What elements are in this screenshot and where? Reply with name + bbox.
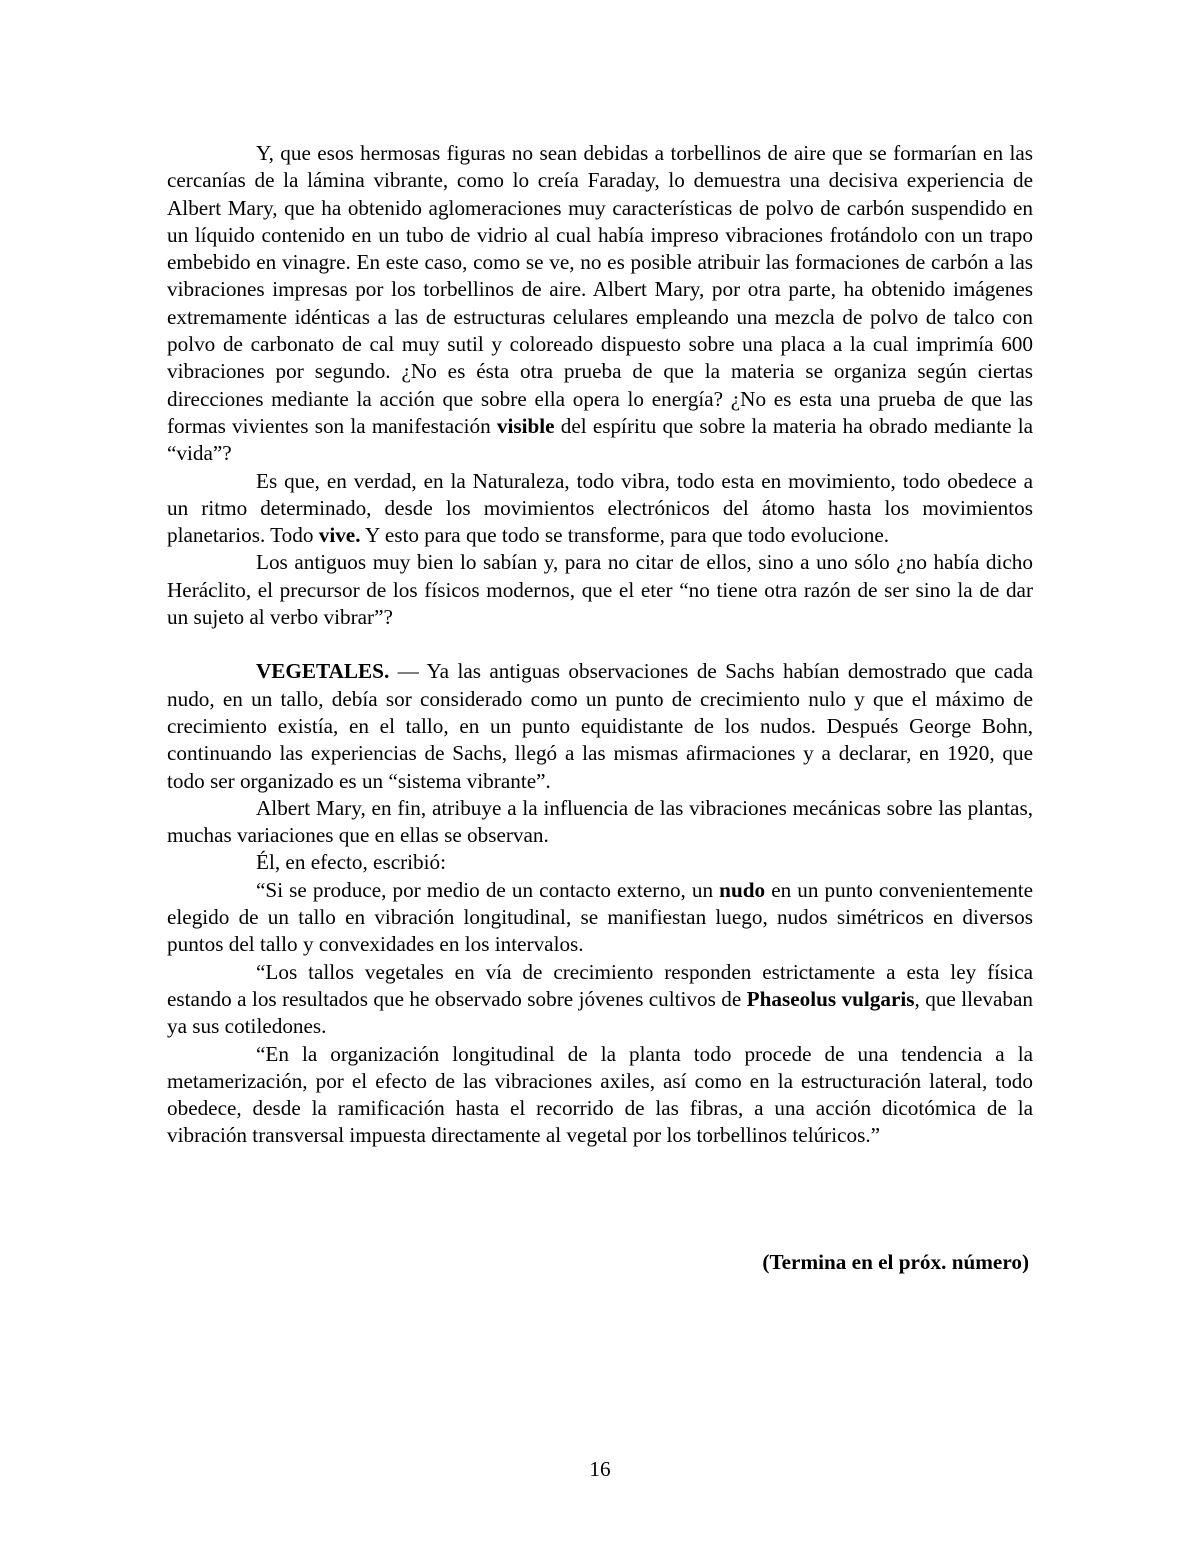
text-run: — Ya las antiguas observaciones de Sachs habían demostrado que cada nudo, en un tallo, debía sor considerado como un punto de crecimiento nulo y que el máximo de crecimiento existía, en el tallo, en un punto equidistante de los nudos. Después George Bohn, continuando las experiencias de Sachs, llegó a las mismas afirmaciones y a declarar, en 1920, que todo ser organizado es un “sistema vibrante”. bbox=[167, 659, 1033, 793]
document-body bbox=[167, 140, 1033, 1150]
paragraph-4-vegetales bbox=[167, 658, 1033, 794]
text-run: Albert Mary, en fin, atribuye a la influencia de las vibraciones mecánicas sobre las plantas, muchas variaciones que en ellas se observan. bbox=[167, 795, 1033, 848]
text-run: Y esto para que todo se transforme, para que todo evolucione. bbox=[360, 523, 890, 548]
paragraph-9-quote bbox=[167, 1041, 1033, 1150]
paragraph-2 bbox=[167, 468, 1033, 550]
text-run: Él, en efecto, escribió: bbox=[256, 850, 447, 875]
paragraph-8-quote bbox=[167, 959, 1033, 1041]
bold-text-run: visible bbox=[496, 413, 555, 438]
paragraph-1 bbox=[167, 140, 1033, 468]
text-run: en un punto convenientemente elegido de un tallo en vibración longitudinal, se manifiestan luego, nudos simétricos en diversos puntos del tallo y convexidades en los intervalos. bbox=[167, 877, 1033, 957]
paragraph-gap bbox=[167, 631, 1033, 658]
section-heading: VEGETALES. bbox=[256, 659, 390, 684]
text-run: “En la organización longitudinal de la planta todo procede de una tendencia a la metamerización, por el efecto de las vibraciones axiles, así como en la estructuración lateral, todo obedece, desde la ramificación hasta el recorrido de las fibras, a una acción dicotómica de la vibración transversal impuesta directamente al vegetal por los torbellinos telúricos.” bbox=[167, 1041, 1033, 1148]
text-run: “Los tallos vegetales en vía de crecimiento responden estrictamente a esta ley física estando a los resultados que he observado sobre jóvenes cultivos de bbox=[167, 959, 1033, 1011]
paragraph-3 bbox=[167, 549, 1033, 631]
bold-text-run: vive. bbox=[318, 523, 361, 548]
text-run: “Si se produce, por medio de un contacto externo, un bbox=[256, 877, 720, 902]
text-run: , que llevaban ya sus cotiledones. bbox=[167, 986, 1033, 1039]
text-run: Es que, en verdad, en la Naturaleza, todo vibra, todo esta en movimiento, todo obedece a un ritmo determinado, desde los movimientos electrónicos del átomo hasta los movimientos planetarios. Todo bbox=[167, 468, 1033, 548]
paragraph-7-quote bbox=[167, 877, 1033, 959]
paragraph-5 bbox=[167, 795, 1033, 850]
paragraph-6 bbox=[167, 849, 1033, 876]
text-run: del espíritu que sobre la materia ha obrado mediante la “vida”? bbox=[167, 413, 1033, 466]
continuation-note: (Termina en el próx. número) bbox=[762, 1250, 1029, 1274]
bold-text-run: Phaseolus vulgaris bbox=[746, 986, 915, 1011]
text-run: Los antiguos muy bien lo sabían y, para no citar de ellos, sino a uno sólo ¿no había dicho Heráclito, el precursor de los físicos modernos, que el eter “no tiene otra razón de ser sino la de dar un sujeto al verbo vibrar”? bbox=[167, 550, 1033, 630]
page-number: 16 bbox=[589, 1457, 611, 1481]
bold-text-run: nudo bbox=[719, 877, 766, 902]
text-run: Y, que esos hermosas figuras no sean debidas a torbellinos de aire que se formarían en las cercanías de la lámina vibrante, como lo creía Faraday, lo demuestra una decisiva experiencia de Albert Mary, que ha obtenido aglomeraciones muy características de polvo de carbón suspendido en un líquido contenido en un tubo de vidrio al cual había impreso vibraciones frotándolo con un trapo embebido en vinagre. En este caso, como se ve, no es posible atribuir las formaciones de carbón a las vibraciones impresas por los torbellinos de aire. Albert Mary, por otra parte, ha obtenido imágenes extremamente idénticas a las de estructuras celulares empleando una mezcla de polvo de talco con polvo de carbonato de cal muy sutil y coloreado dispuesto sobre una placa a la cual imprimía 600 vibraciones por segundo. ¿No es ésta otra prueba de que la materia se organiza según ciertas direcciones mediante la acción que sobre ella opera lo energía? ¿No es esta una prueba de que las formas vivientes son la manifestación bbox=[167, 141, 1033, 438]
